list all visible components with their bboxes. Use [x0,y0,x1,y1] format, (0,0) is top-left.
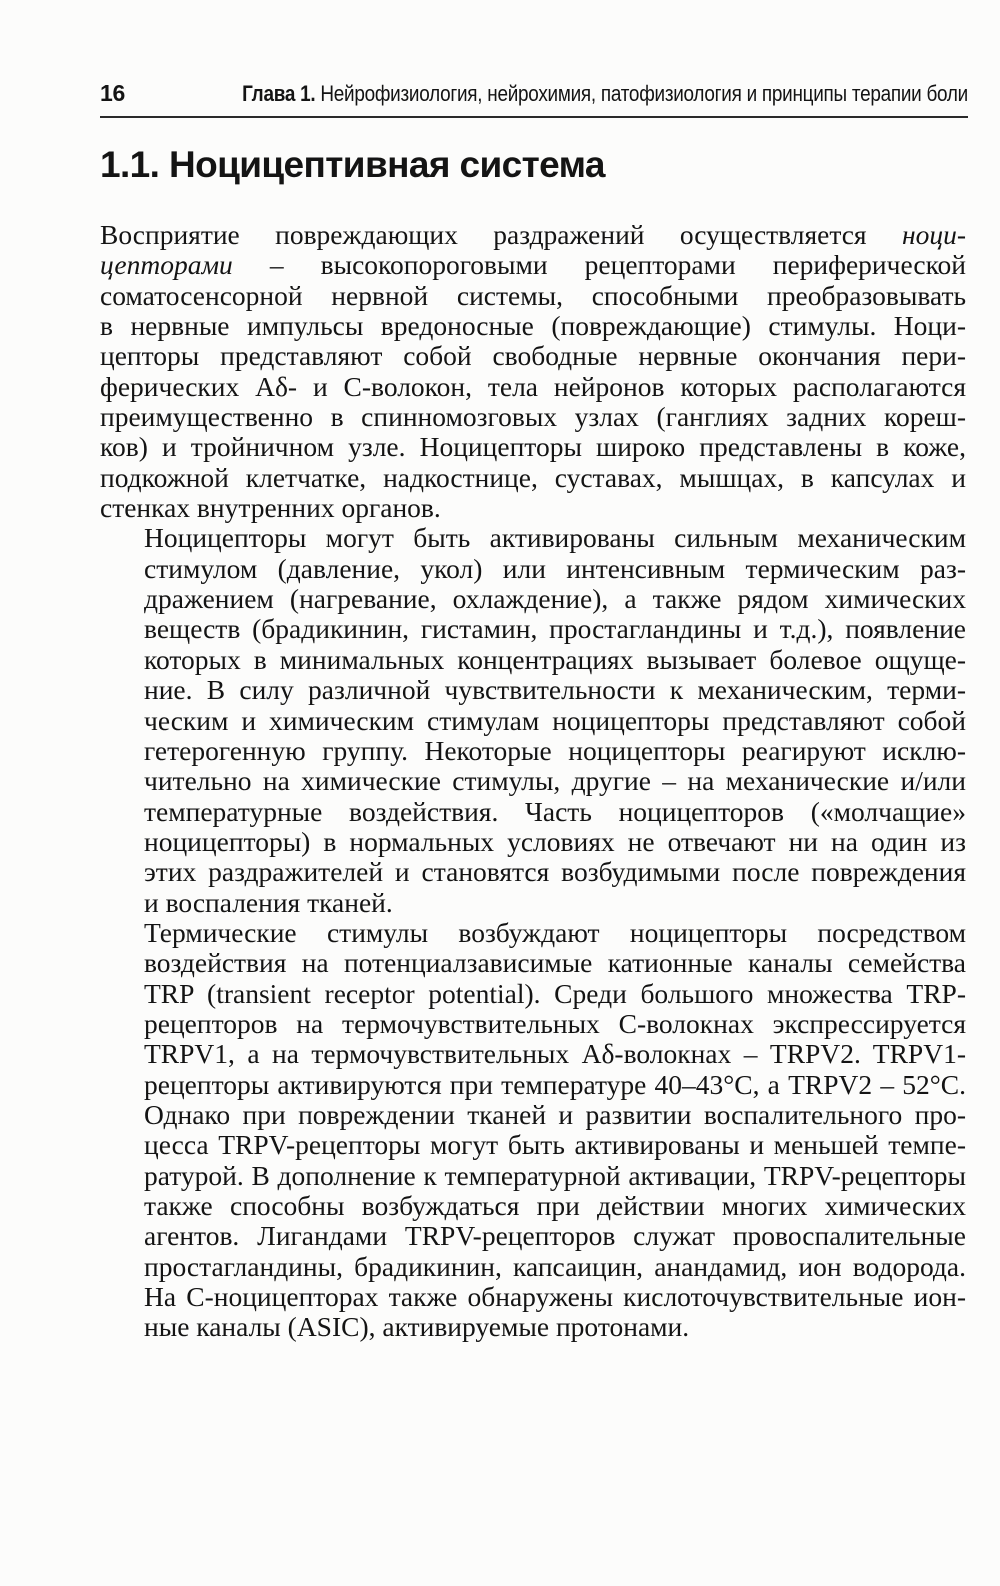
text-line: ков) и тройничном узле. Ноцицепторы широко представлены в коже, [100,431,966,463]
text-line: воздействия на потенциалзависимые катионные каналы семейства [144,947,966,979]
text-line: цесса TRPV-рецепторы могут быть активированы и меньшей темпе- [144,1129,966,1161]
text-line: Ноцицепторы могут быть активированы сильным механическим [144,522,966,554]
chapter-title [242,81,968,107]
text-line: подкожной клетчатке, надкостнице, суставах, мышцах, в капсулах и [100,461,966,493]
text-line: преимущественно в спинномозговых узлах (ганглиях задних кореш- [100,401,966,433]
text-line: в нервные импульсы вредоносные (повреждающие) стимулы. Ноци- [100,310,966,342]
paragraph-3 [100,918,966,1343]
text-line: стимулом (давление, укол) или интенсивным термическим раз- [144,552,966,584]
paragraph-2 [100,523,966,917]
text-line: стенках внутренних органов. [100,492,441,524]
text-line: TRP (transient receptor potential). Среди большого множества TRP- [144,977,966,1009]
text-line: соматосенсорной нервной системы, способными преобразовывать [100,279,966,311]
text-line: Термические стимулы возбуждают ноцицепторы посредством [144,916,966,948]
section-title: 1.1. Ноцицептивная система [100,144,605,185]
text-line: рецепторы активируются при температуре 40–43°C, а TRPV2 – 52°C. [144,1068,966,1100]
text-line-start: Восприятие повреждающих раздражений осуществляется [100,219,902,250]
text-line: Однако при повреждении тканей и развитии воспалительного про- [144,1098,966,1130]
text-line-end: – высокопороговыми рецепторами периферической [269,249,967,281]
text-line: рецепторов на термочувствительных C-волокнах экспрессируется [144,1007,966,1039]
text-line: веществ (брадикинин, гистамин, простагландины и т.д.), появление [144,613,966,645]
text-line [100,220,966,250]
text-line: простагландины, брадикинин, капсаицин, анандамид, ион водорода. [144,1250,966,1282]
chapter-title-text: Нейрофизиология, нейрохимия, патофизиология и принципы терапии боли [320,81,968,106]
text-line: На C-ноцицепторах также обнаружены кислоточувствительные ион- [144,1281,966,1313]
text-line: дражением (нагревание, охлаждение), а также рядом химических [144,583,966,615]
body-text [100,220,966,1343]
chapter-label: Глава 1. [242,81,316,106]
text-line: чительно на химические стимулы, другие – на механические и/или [144,765,966,797]
text-line: ческим и химическим стимулам ноцицепторы представляют собой [144,704,966,736]
header-rule [100,116,968,118]
text-line: ние. В силу различной чувствительности к механическим, терми- [144,674,966,706]
text-line: которых в минимальных концентрациях вызывает болевое ощуще- [144,643,966,675]
text-line: ратурой. В дополнение к температурной активации, TRPV-рецепторы [144,1159,966,1191]
text-line: агентов. Лигандами TRPV-рецепторов служат провоспалительные [144,1220,966,1252]
text-line: температурные воздействия. Часть ноцицепторов («молчащие» [144,795,966,827]
text-line: этих раздражителей и становятся возбудимыми после повреждения [144,856,966,888]
running-header [100,80,968,112]
italic-term: цепторами [100,249,233,281]
text-line: TRPV1, а на термочувствительных Aδ-волокнах – TRPV2. TRPV1- [144,1038,966,1070]
italic-term: ноци- [901,219,966,250]
text-line [100,250,966,280]
page-number: 16 [100,80,125,106]
text-line: цепторы представляют собой свободные нервные окончания пери- [100,340,966,372]
text-line: и воспаления тканей. [144,886,393,918]
paragraph-1 [100,220,966,523]
text-line: гетерогенную группу. Некоторые ноцицепторы реагируют исклю- [144,734,966,766]
text-line: также способны возбуждаться при действии многих химических [144,1190,966,1221]
text-line: ноцицепторы) в нормальных условиях не отвечают ни на один из [144,825,966,857]
text-line: ные каналы (ASIC), активируемые протонами. [144,1311,690,1343]
text-line: ферических Aδ- и C-волокон, тела нейронов которых располагаются [100,370,966,402]
